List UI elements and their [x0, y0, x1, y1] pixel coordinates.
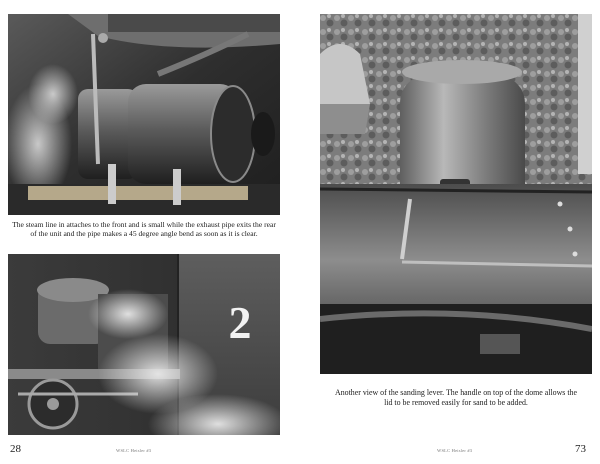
page-number-right: 73: [575, 443, 586, 455]
running-head-left: WSLC Heisler #3: [116, 448, 152, 453]
sand-dome-photo-image: [320, 14, 592, 374]
steam-line-caption: The steam line in attaches to the front and is small while the exhaust pipe exits the rear of the unit and the pipe makes a 45 degree angle bend as soon as it is clear.: [12, 220, 276, 239]
cab-number: 2: [228, 297, 252, 348]
locomotive-steam-photo-image: [8, 254, 280, 435]
running-head-right: WSLC Heisler #3: [437, 448, 473, 453]
page-number-left: 28: [10, 443, 21, 455]
steam-line-photo: [8, 14, 280, 215]
sanding-lever-caption: Another view of the sanding lever. The handle on top of the dome allows the lid to be removed easily for sand to be added.: [335, 388, 577, 408]
locomotive-steam-photo: [8, 254, 280, 435]
sand-dome-photo: [320, 14, 592, 374]
steam-line-photo-image: [8, 14, 280, 215]
right-page: [300, 0, 600, 464]
